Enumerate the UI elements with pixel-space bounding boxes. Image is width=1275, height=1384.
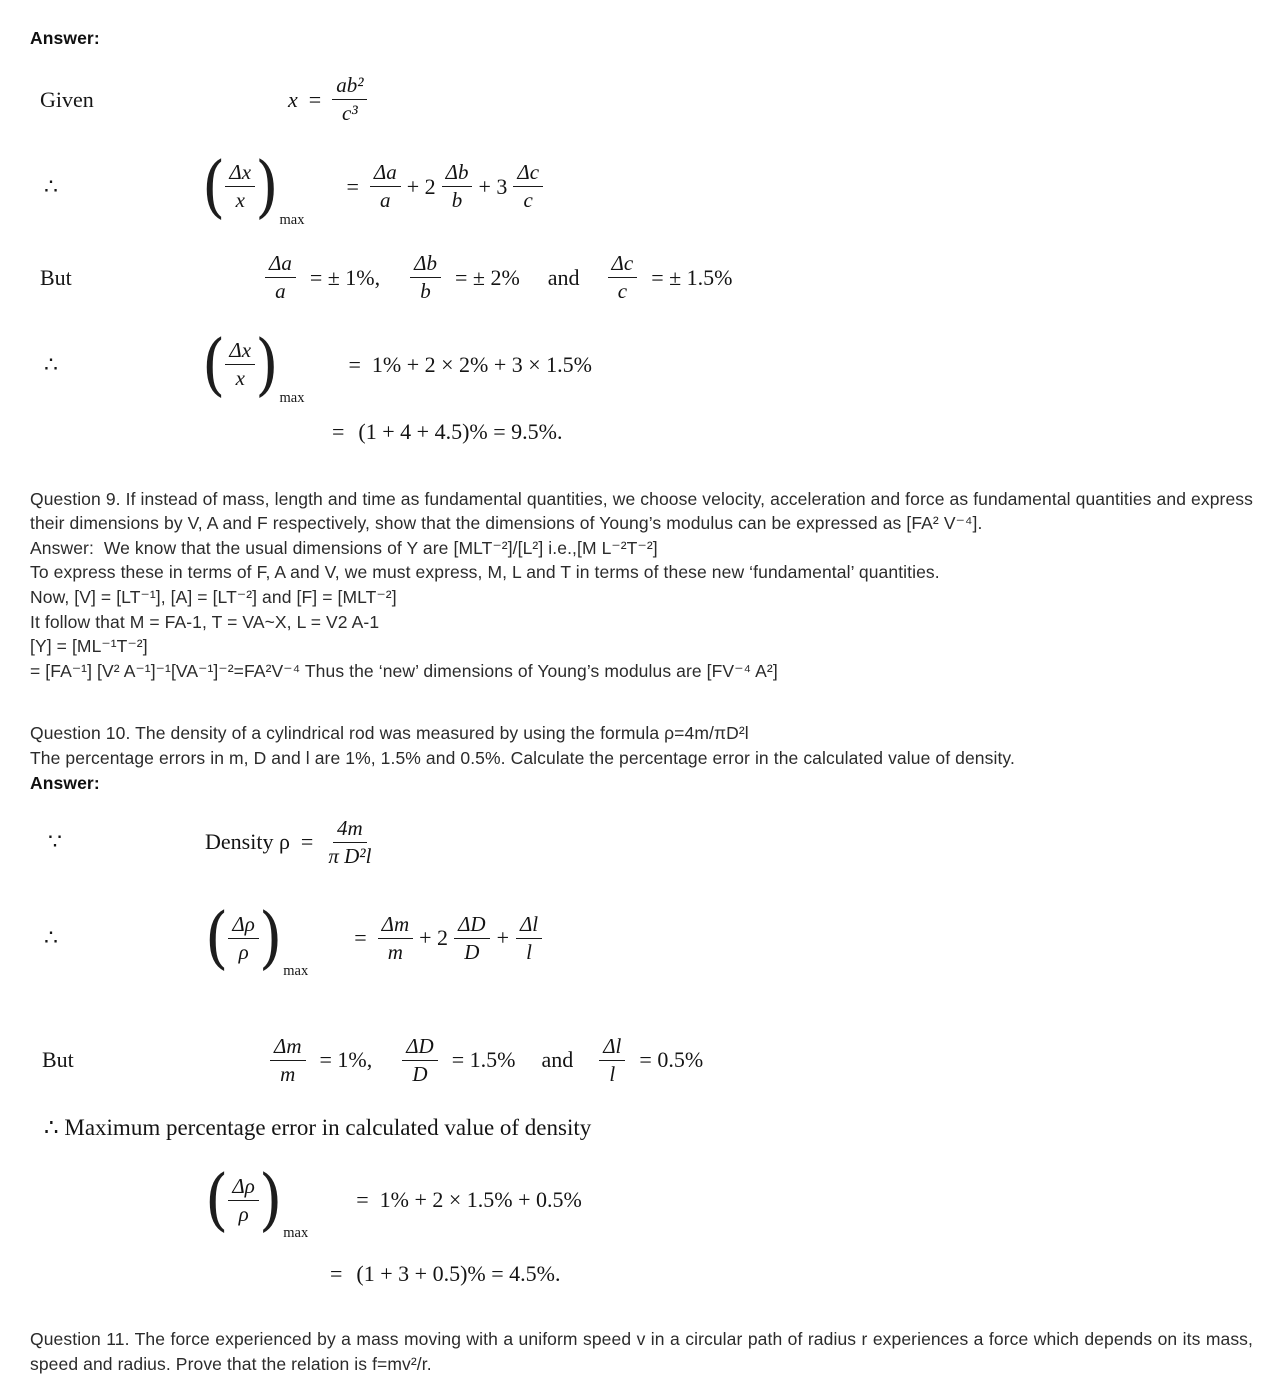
equals-sign: = (354, 925, 367, 951)
fraction-drho-rho (228, 1174, 258, 1227)
left-paren: ( (205, 898, 229, 978)
fraction-denominator: a (275, 279, 286, 304)
fraction-dD-D (402, 1034, 438, 1087)
right-paren: ) (258, 898, 283, 978)
operator: + 2 (419, 925, 449, 951)
eq-final-result-row (30, 1261, 1253, 1287)
because-symbol: ∵ (48, 829, 62, 855)
q9-answer-line-2: To express these in terms of F, A and V, we must express, M, L and T in terms of these new ‘fundamental’ quantities. (30, 562, 940, 583)
therefore-symbol: ∴ (44, 351, 58, 377)
right-paren: ) (255, 325, 279, 404)
fraction-denominator: x (235, 188, 245, 213)
result-text: (1 + 3 + 0.5)% = 4.5%. (356, 1261, 561, 1287)
fraction-denominator: c (523, 188, 533, 213)
eq-therefore2-row (30, 321, 1253, 409)
fraction-denominator: b (451, 188, 463, 213)
fraction-denominator: a (380, 188, 391, 213)
equals-sign: = (348, 351, 361, 377)
fraction-denominator: D (412, 1061, 428, 1086)
fraction-numerator: 4m (333, 816, 367, 843)
eq-given-label: Given (40, 86, 94, 112)
answer8-label: Answer: (30, 28, 100, 48)
max-paren-group (202, 147, 305, 228)
operator: + 2 (406, 173, 436, 199)
fraction-numerator: Δm (270, 1034, 306, 1061)
fraction-denominator: x (235, 366, 245, 391)
fraction-denominator: b (420, 279, 431, 304)
fraction-numerator: Δl (516, 912, 542, 939)
question11-text: Question 11. The force experienced by a mass moving with a uniform speed v in a circular path of radius r experiences a force which depends on its mass, speed and radius. Prove that the relation is f=mv²/r. (30, 1329, 1253, 1374)
max-subscript: max (279, 211, 305, 228)
operator: + 3 (478, 173, 508, 199)
equals-sign: = (330, 1261, 343, 1287)
fraction-dl-l (516, 912, 542, 965)
fraction-dc-c (608, 251, 638, 304)
value-text: = ± 1.5% (651, 264, 733, 290)
fraction-numerator: Δa (370, 160, 401, 187)
fraction-dx-x (225, 338, 255, 391)
equals-sign: = (308, 86, 322, 112)
fraction-numerator: Δc (513, 160, 543, 187)
fraction-numerator: ΔD (454, 912, 490, 939)
fraction-numerator: Δl (599, 1034, 625, 1061)
eq-given-row (30, 67, 1253, 133)
equals-sign: = (332, 418, 345, 444)
max-error-statement: ∴ Maximum percentage error in calculated value of density (44, 1115, 592, 1141)
question10-line-2: The percentage errors in m, D and l are 1%, 1.5% and 0.5%. Calculate the percentage error in the calculated value of density. (30, 747, 1015, 768)
fraction-denominator: l (526, 939, 532, 964)
eq-therefore-density-row (30, 893, 1253, 983)
fraction-dl-l (599, 1034, 625, 1087)
fraction-numerator: Δρ (228, 912, 258, 939)
fraction-denominator: m (280, 1061, 296, 1086)
operator: + (496, 925, 509, 951)
fraction-numerator: ab² (332, 73, 367, 100)
fraction-numerator: Δx (225, 160, 255, 187)
fraction-ab2-c3 (332, 73, 367, 126)
eq-given-lhs: x (288, 86, 298, 112)
fraction-denominator: l (609, 1061, 616, 1086)
and-text: and (547, 264, 580, 290)
fraction-numerator: Δa (265, 251, 296, 278)
fraction-denominator: c³ (342, 101, 358, 126)
fraction-numerator: ΔD (402, 1034, 438, 1061)
fraction-dc-c (513, 160, 543, 213)
fraction-numerator: Δb (442, 160, 473, 187)
value-text: = 0.5% (639, 1047, 704, 1073)
max-paren-group (202, 325, 305, 406)
question9-text: Question 9. If instead of mass, length and time as fundamental quantities, we choose velocity, acceleration and force as fundamental quantities and express their dimensions by V, A and F respectively, show that the dimensions of Young’s modulus can be expressed as [FA² V⁻⁴]. (30, 488, 1253, 534)
fraction-da-a (265, 251, 296, 304)
fraction-denominator: m (387, 939, 403, 964)
fraction-dm-m (378, 912, 414, 965)
eq-final-paren-row (30, 1155, 1253, 1245)
eq-result-row (30, 419, 1253, 445)
fraction-denominator: ρ (238, 1201, 249, 1226)
q9-answer-line-4: It follow that M = FA-1, T = VA~X, L = V2 A-1 (30, 611, 380, 632)
q9-answer-line-5: [Y] = [ML⁻¹T⁻²] (30, 636, 148, 657)
fraction-denominator: π D²l (328, 843, 372, 868)
and-text: and (541, 1047, 574, 1073)
eq-density-row (30, 807, 1253, 877)
q9-answer-line-1: Answer: We know that the usual dimensions of Y are [MLT⁻²]/[L²] i.e.,[M L⁻²T⁻²] (30, 537, 658, 558)
fraction-numerator: Δb (410, 251, 441, 278)
density-lhs: Density ρ (205, 829, 290, 855)
fraction-dD-D (454, 912, 490, 965)
value-text: = ± 1%, (309, 264, 381, 290)
but-label: But (40, 264, 72, 290)
right-paren: ) (255, 147, 279, 226)
fraction-da-a (370, 160, 401, 213)
fraction-4m-piD2l (324, 816, 375, 869)
eq-but-row (30, 243, 1253, 313)
therefore-symbol: ∴ (44, 173, 58, 199)
right-paren: ) (258, 1160, 283, 1240)
result-text: (1 + 4 + 4.5)% = 9.5%. (358, 418, 563, 444)
max-subscript: max (279, 389, 305, 406)
eq-but-density-row (30, 1025, 1253, 1095)
fraction-numerator: Δρ (228, 1174, 258, 1201)
fraction-db-b (410, 251, 441, 304)
fraction-numerator: Δm (378, 912, 414, 939)
left-paren: ( (202, 325, 226, 404)
fraction-denominator: D (464, 939, 480, 964)
max-subscript: max (283, 963, 309, 980)
fraction-numerator: Δc (608, 251, 638, 278)
expression-text: 1% + 2 × 1.5% + 0.5% (379, 1187, 582, 1213)
left-paren: ( (205, 1160, 229, 1240)
q9-answer-line-3: Now, [V] = [LT⁻¹], [A] = [LT⁻²] and [F] = [MLT⁻²] (30, 586, 397, 607)
expression-text: 1% + 2 × 2% + 3 × 1.5% (371, 351, 592, 377)
max-paren-group (205, 1160, 309, 1242)
fraction-numerator: Δx (225, 338, 255, 365)
therefore-symbol: ∴ (44, 925, 58, 951)
value-text: = 1.5% (451, 1047, 516, 1073)
but-label: But (42, 1047, 74, 1073)
left-paren: ( (202, 147, 226, 226)
value-text: = ± 2% (454, 264, 520, 290)
answer10-label: Answer: (30, 772, 100, 793)
q9-answer-line-6: = [FA⁻¹] [V² A⁻¹]⁻¹[VA⁻¹]⁻²=FA²V⁻⁴ Thus the ‘new’ dimensions of Young’s modulus are [FV⁻⁴ A²] (30, 660, 778, 681)
fraction-dx-x (225, 160, 255, 213)
fraction-drho-rho (228, 912, 258, 965)
fraction-db-b (442, 160, 473, 213)
eq-therefore1-row (30, 143, 1253, 231)
fraction-denominator: ρ (238, 939, 249, 964)
equals-sign: = (356, 1187, 369, 1213)
fraction-dm-m (270, 1034, 306, 1087)
value-text: = 1%, (319, 1047, 373, 1073)
question10-line-1: Question 10. The density of a cylindrical rod was measured by using the formula ρ=4m/πD²l (30, 723, 749, 744)
max-subscript: max (283, 1225, 309, 1242)
fraction-denominator: c (617, 279, 628, 304)
equals-sign: = (346, 173, 359, 199)
max-paren-group (205, 898, 309, 980)
equals-sign: = (300, 829, 314, 855)
